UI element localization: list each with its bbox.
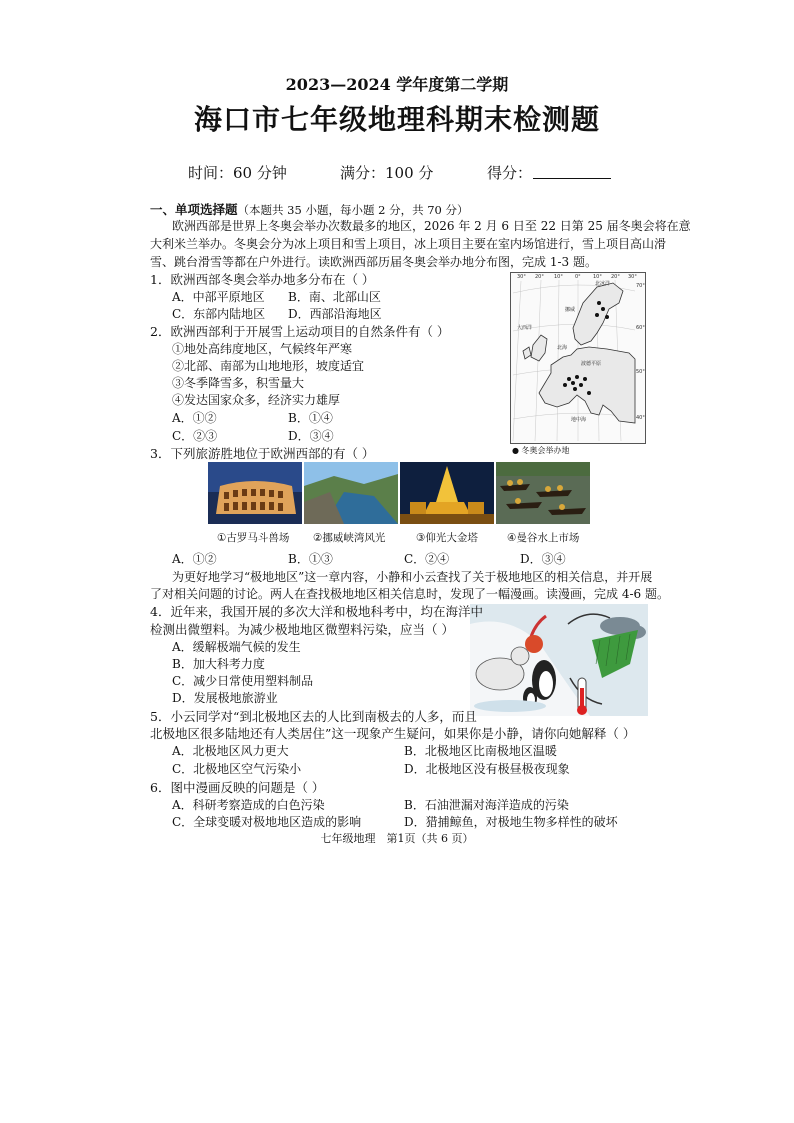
map-label-atlantic: 大西洋: [517, 325, 533, 331]
q6-option-b[interactable]: B．石油泄漏对海洋造成的污染: [404, 798, 569, 812]
q5-option-c[interactable]: C．北极地区空气污染小: [172, 762, 302, 776]
section-heading: [150, 200, 469, 218]
q3-caption-2: ②挪威峡湾风光: [313, 532, 386, 544]
photo-floating-market: [496, 462, 590, 524]
q3-caption-3: ③仰光大金塔: [416, 532, 478, 544]
q3-caption-4: ④曼谷水上市场: [507, 532, 580, 544]
exam-score-label: 得分：: [487, 164, 533, 182]
exam-time: 时间：60 分钟: [188, 164, 287, 182]
q4-stem-line-2: 检测出微塑料。为减少极地地区微塑料污染，应当（ ）: [150, 622, 454, 637]
q2-stem: 2．欧洲西部利于开展雪上运动项目的自然条件有（ ）: [150, 324, 450, 339]
polar-comic: [470, 604, 648, 716]
q2-item-2: ②北部、南部为山地地形，坡度适宜: [172, 359, 365, 373]
q2-option-d[interactable]: D．③④: [288, 429, 334, 443]
winter-olympics-map: [510, 272, 646, 444]
section-note: （本题共 35 小题，每小题 2 分，共 70 分）: [237, 203, 469, 217]
q1-stem: 1．欧洲西部冬奥会举办地多分布在（ ）: [150, 272, 375, 287]
q2-option-b[interactable]: B．①④: [288, 411, 333, 425]
q1-option-d[interactable]: D．西部沿海地区: [288, 307, 382, 321]
map-lon-1: 30°: [517, 274, 526, 280]
intro-line-2: 大利米兰举办。冬奥会分为冰上项目和雪上项目，冰上项目主要在室内场馆进行，雪上项目高山滑: [150, 237, 667, 251]
q3-option-d[interactable]: D．③④: [520, 552, 566, 566]
q2-option-c[interactable]: C．②③: [172, 429, 218, 443]
q1-option-c[interactable]: C．东部内陆地区: [172, 307, 266, 321]
q6-stem: 6．图中漫画反映的问题是（ ）: [150, 780, 325, 795]
q5-stem-line-2: 北极地区很多陆地还有人类居住”这一现象产生疑问，如果你是小静，请你向她解释（ ）: [150, 726, 636, 741]
page-footer: 七年级地理 第1页（共 6 页）: [320, 832, 474, 845]
map-legend: ● 冬奥会举办地: [512, 446, 570, 455]
map-label-norway: 挪威: [565, 307, 576, 313]
map-lat-1: 70°: [636, 283, 645, 289]
map-lon-5: 10°: [593, 274, 602, 280]
map-svg: [511, 273, 645, 443]
map-lat-4: 40°: [636, 415, 645, 421]
q5-option-b[interactable]: B．北极地区比南极地区温暖: [404, 744, 557, 758]
score-blank-line[interactable]: [533, 178, 611, 179]
q3-option-a[interactable]: A．①②: [172, 552, 217, 566]
map-lat-2: 60°: [636, 325, 645, 331]
q3-caption-1: ①古罗马斗兽场: [217, 532, 290, 544]
q6-option-a[interactable]: A．科研考察造成的白色污染: [172, 798, 325, 812]
exam-title: 海口市七年级地理科期末检测题: [193, 103, 600, 136]
q4-option-a[interactable]: A．缓解极端气候的发生: [172, 640, 301, 654]
map-lon-6: 20°: [611, 274, 620, 280]
map-label-arctic: 北冰洋: [595, 281, 611, 287]
q2-item-1: ①地处高纬度地区，气候终年严寒: [172, 342, 353, 356]
q1-option-b[interactable]: B．南、北部山区: [288, 290, 381, 304]
q4-option-d[interactable]: D．发展极地旅游业: [172, 691, 278, 705]
q6-option-c[interactable]: C．全球变暖对极地地区造成的影响: [172, 815, 362, 829]
exam-subtitle: 2023—2024 学年度第二学期: [285, 75, 509, 94]
intro2-line-2: 了对相关问题的讨论。两人在查找极地地区相关信息时，发现了一幅漫画。读漫画，完成 4-6 题。: [150, 587, 669, 601]
map-lon-2: 20°: [535, 274, 544, 280]
map-label-plain: 波德平原: [581, 361, 602, 367]
map-label-med: 地中海: [571, 417, 587, 423]
q3-option-b[interactable]: B．①③: [288, 552, 333, 566]
q4-option-c[interactable]: C．减少日常使用塑料制品: [172, 674, 314, 688]
q3-stem: 3．下列旅游胜地位于欧洲西部的有（ ）: [150, 446, 375, 461]
intro2-line-1: 为更好地学习“极地地区”这一章内容，小静和小云查找了关于极地地区的相关信息，并开展: [172, 570, 653, 584]
intro-line-1: 欧洲西部是世界上冬奥会举办次数最多的地区，2026 年 2 月 6 日至 22 日第 25 届冬奥会将在意: [172, 219, 691, 233]
q4-option-b[interactable]: B．加大科考力度: [172, 657, 265, 671]
q2-option-a[interactable]: A．①②: [172, 411, 217, 425]
q5-stem-line-1: 5．小云同学对“到北极地区去的人比到南极去的人多，而且: [150, 709, 477, 724]
map-lon-7: 30°: [628, 274, 637, 280]
q5-option-d[interactable]: D．北极地区没有极昼极夜现象: [404, 762, 570, 776]
photo-colosseum: [208, 462, 302, 524]
photo-shwedagon: [400, 462, 494, 524]
map-label-north-sea: 北海: [557, 345, 568, 351]
q2-item-3: ③冬季降雪多，积雪量大: [172, 376, 305, 390]
map-lon-3: 10°: [554, 274, 563, 280]
q4-stem-line-1: 4．近年来，我国开展的多次大洋和极地科考中，均在海洋中: [150, 604, 483, 619]
map-lat-3: 50°: [636, 369, 645, 375]
intro-line-3: 雪、跳台滑雪等都在户外进行。读欧洲西部历届冬奥会举办地分布图，完成 1-3 题。: [150, 255, 597, 269]
q1-option-a[interactable]: A．中部平原地区: [172, 290, 265, 304]
section-title: 一、单项选择题: [150, 202, 238, 217]
exam-full-score: 满分：100 分: [340, 164, 434, 182]
q5-option-a[interactable]: A．北极地区风力更大: [172, 744, 289, 758]
map-lon-4: 0°: [575, 274, 581, 280]
q6-option-d[interactable]: D．猎捕鲸鱼，对极地生物多样性的破坏: [404, 815, 618, 829]
q3-option-c[interactable]: C．②④: [404, 552, 450, 566]
q2-item-4: ④发达国家众多，经济实力雄厚: [172, 393, 341, 407]
photo-fjord: [304, 462, 398, 524]
